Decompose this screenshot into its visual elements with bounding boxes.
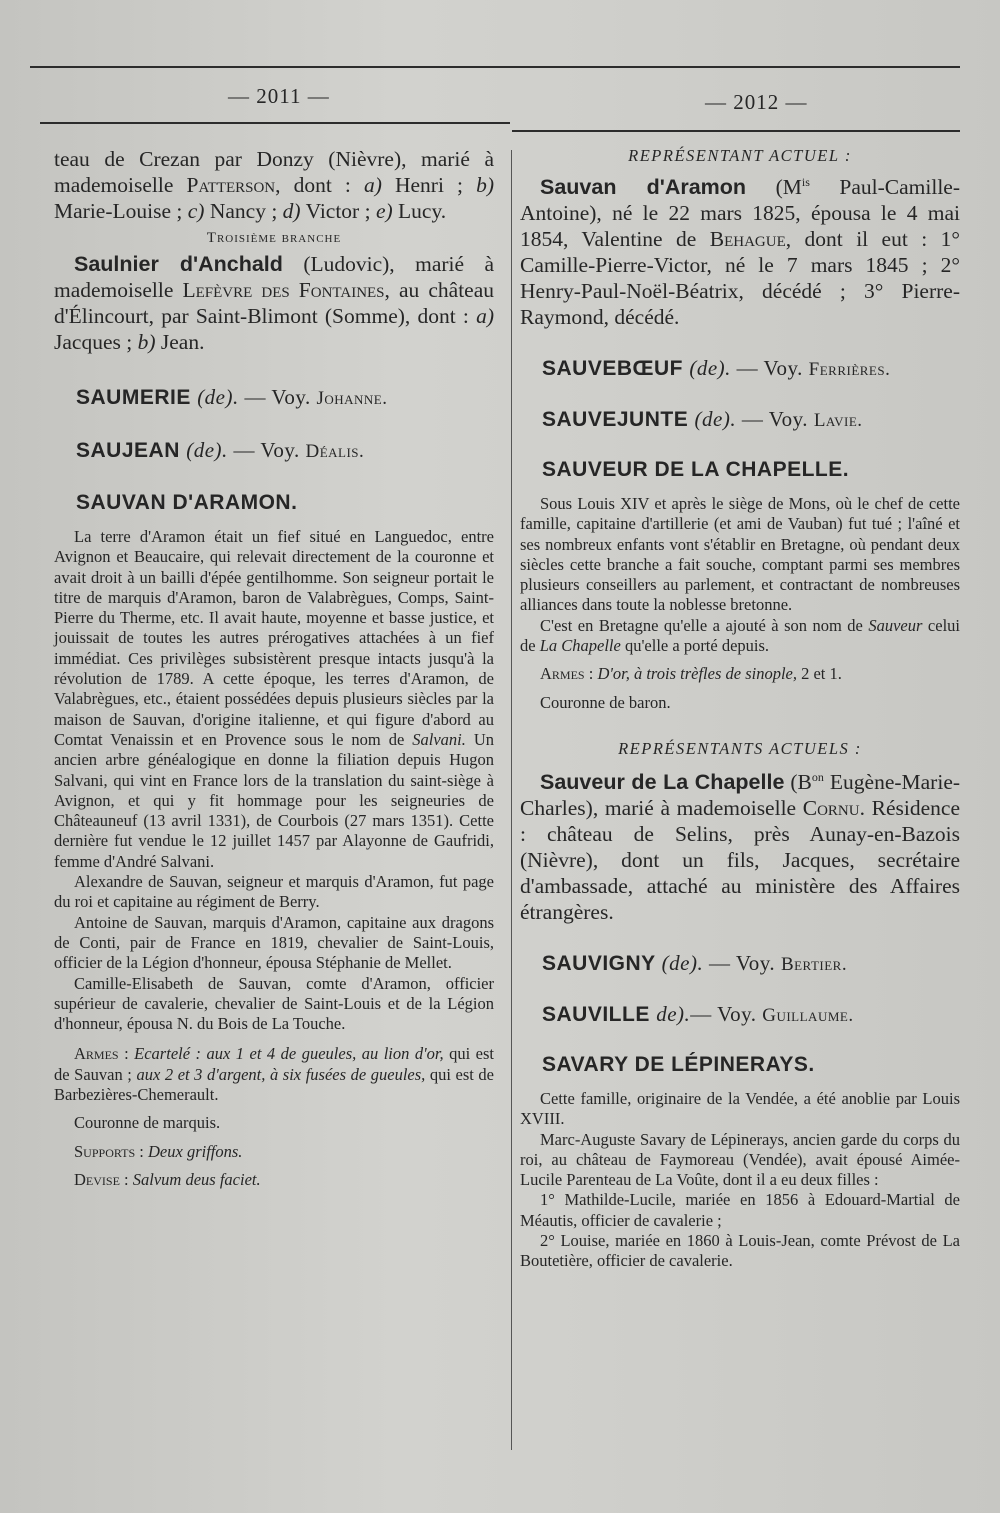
- antoine-paragraph: Antoine de Sauvan, marquis d'Aramon, capitaine aux dragons de Conti, pair de France en 1819, chevalier de Saint-Louis, officier de la Légion d'honneur, épousa Stéphanie de Mellet.: [54, 912, 494, 973]
- savary-origin-paragraph: Cette famille, originaire de la Vendée, a été anoblie par Louis XVIII.: [520, 1088, 960, 1129]
- entry-sauveboeuf: SAUVEBŒUF (de). — Voy. Ferrières.: [542, 356, 891, 380]
- entry-sauville: SAUVILLE de).— Voy. Guillaume.: [542, 1001, 854, 1026]
- right-header-rule: [512, 130, 960, 132]
- entry-saujean: SAUJEAN (de). — Voy. Déalis.: [76, 438, 365, 462]
- sauvan-supports: Supports : Deux griffons.: [74, 1141, 243, 1161]
- column-separator: [511, 150, 512, 1450]
- sauveur-couronne: Couronne de baron.: [540, 692, 671, 712]
- left-header-rule: [40, 122, 510, 124]
- top-rule: [30, 66, 960, 68]
- entry-sauvigny: SAUVIGNY (de). — Voy. Bertier.: [542, 950, 848, 975]
- chapelle-paragraph: Sauveur de La Chapelle ($B^{on}$ Eugène-Marie-Charles), marié à mademoiselle Cornu. Résidence : château de Selins, près Aunay-en-Bazois (Nièvre), dont un fils, Jacques, secrétaire d'ambassade, attaché au ministère des Affaires étrangères.: [520, 769, 961, 924]
- right-page-number: — 2012 —: [705, 90, 808, 114]
- sauveur-history-paragraph: Sous Louis XIV et après le siège de Mons, où le chef de cette famille, capitaine d'artillerie (et ami de Vauban) fut tué ; l'aîné et ses nombreux enfants vont s'établir en Bretagne, où pendant deux siècles cette branche a fait souche, comptant parmi ses membres plusieurs conseillers au parlement, et contractant de nombreuses alliances dans toute la noblesse bretonne.: [520, 494, 960, 615]
- crezan-paragraph: teau de Crezan par Donzy (Nièvre), marié à mademoiselle Patterson, dont : a) Henri ; b) Marie-Louise ; c) Nancy ; d) Victor ; e) Lucy.: [54, 147, 494, 223]
- sauvan-devise: Devise : Salvum deus faciet.: [74, 1169, 261, 1189]
- entry-sauvejunte: SAUVEJUNTE (de). — Voy. Lavie.: [542, 407, 863, 431]
- representant-actuel-heading: REPRÉSENTANT ACTUEL :: [628, 146, 852, 165]
- entry-saumerie: SAUMERIE (de). — Voy. Johanne.: [76, 385, 388, 409]
- right-column: [520, 146, 960, 1272]
- alexandre-paragraph: Alexandre de Sauvan, seigneur et marquis d'Aramon, fut page du roi et capitaine au régiment de Berry.: [54, 872, 494, 912]
- sauvan-armes: Armes : Ecartelé : aux 1 et 4 de gueules, au lion d'or, qui est de Sauvan ; aux 2 et 3 d'argent, à six fusées de gueules, qui est de Barbezières-Chemerault.: [54, 1044, 494, 1105]
- entry-sauvan: SAUVAN D'ARAMON.: [76, 491, 298, 514]
- sauvan-history-paragraph: La terre d'Aramon était un fief situé en Languedoc, entre Avignon et Beaucaire, qui relevait directement de la couronne et avait droit à un bailli d'épée gentilhomme. Son seigneur portait le titre de marquis d'Aramon, baron de Valabrègues, Comps, Saint-Pierre du Therme, etc. Il avait haute, moyenne et basse justice, et jouissait de toutes les autres prérogatives attachées à un fief immédiat. Ces privilèges subsistèrent presque intacts jusqu'à la révolution de 1789. A cette époque, les terres d'Aramon, de Valabrègues, etc., étaient possédées depuis plusieurs siècles par la maison de Sauvan, d'origine italienne, et qui figure d'abord au Comtat Venaissin et en Provence sous le nom de Salvani. Un ancien arbre généalogique en donne la filiation depuis Hugon Salvani, qui vint en France lors de la translation du saint-siège à Avignon, et qui y fit hommage pour les seigneuries de Châteauneuf (13 avril 1331), de Courbois (27 mars 1351). Cette dernière fut vendue le 12 juillet 1457 par Alayonne de Gaufridi, femme d'André Salvani.: [54, 527, 495, 871]
- branch-title: Troisième branche: [206, 230, 342, 246]
- left-page-number: — 2011 —: [228, 84, 330, 108]
- sauveur-armes: Armes : D'or, à trois trèfles de sinople, 2 et 1.: [540, 664, 842, 684]
- savary-mathilde-paragraph: 1° Mathilde-Lucile, mariée en 1856 à Edouard-Martial de Méautis, officier de cavalerie ;: [520, 1190, 960, 1230]
- sauveur-bretagne-paragraph: C'est en Bretagne qu'elle a ajouté à son nom de Sauveur celui de La Chapelle qu'elle a porté depuis.: [520, 615, 960, 656]
- sauvan-couronne: Couronne de marquis.: [74, 1113, 221, 1133]
- aramon-paragraph: Sauvan d'Aramon ($M^{is}$ Paul-Camille-Antoine), né le 22 mars 1825, épousa le 4 mai 1854, Valentine de Behague, dont il eut : 1° Camille-Pierre-Victor, né le 7 mars 1845 ; 2° Henry-Paul-Noël-Béatrix, décédé ; 3° Pierre-Raymond, décédé.: [520, 174, 960, 329]
- left-column: [54, 146, 494, 1190]
- camille-paragraph: Camille-Elisabeth de Sauvan, comte d'Aramon, officier supérieur de cavalerie, chevalier de Saint-Louis et de la Légion d'honneur, épousa N. du Bois de La Touche.: [54, 973, 494, 1034]
- entry-savary: SAVARY DE LÉPINERAYS.: [542, 1052, 815, 1076]
- anchald-paragraph: Saulnier d'Anchald (Ludovic), marié à mademoiselle Lefèvre des Fontaines, au château d'Élincourt, par Saint-Blimont (Somme), dont : a) Jacques ; b) Jean.: [54, 252, 495, 354]
- representants-actuels-heading: REPRÉSENTANTS ACTUELS :: [618, 738, 862, 758]
- savary-louise-paragraph: 2° Louise, mariée en 1860 à Louis-Jean, comte Prévost de La Boutetière, officier de cavalerie.: [520, 1231, 960, 1271]
- savary-marc-auguste-paragraph: Marc-Auguste Savary de Lépinerays, ancien garde du corps du roi, au château de Faymoreau (Vendée), avait épousé Aimée-Lucile Parenteau de La Voûte, dont il a eu deux filles :: [520, 1129, 960, 1190]
- entry-sauveur: SAUVEUR DE LA CHAPELLE.: [542, 458, 850, 481]
